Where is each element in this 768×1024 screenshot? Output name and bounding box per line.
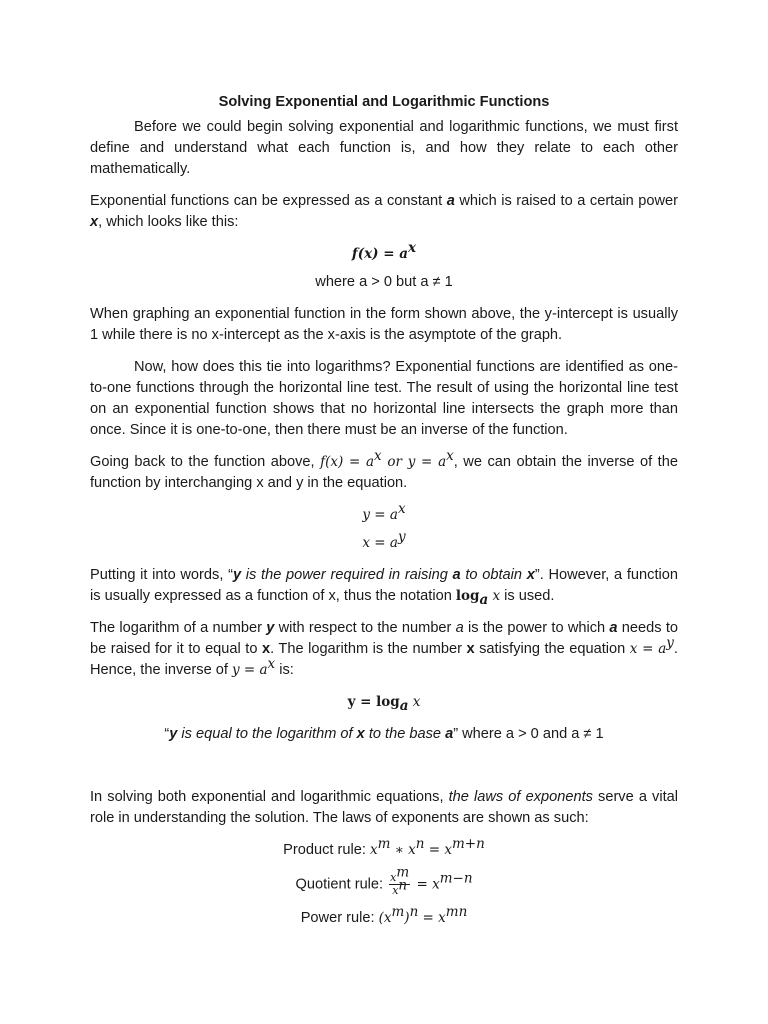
paragraph-graphing: When graphing an exponential function in the form shown above, the y-intercept is usually 1 while there is no x-intercept as the x-axis is the asymptote of the graph. (90, 306, 678, 343)
quotient-fraction: $\frac{x^m}{x^n}$ (390, 864, 410, 897)
paragraph-intro: Before we could begin solving exponential and logarithmic functions, we must first define and understand what each function is, and how they relate to each other mathematically. (90, 119, 678, 177)
document-body (90, 92, 678, 929)
rule-quotient: Quotient rule: $\frac{x^m}{x^n}$ = $x^{m-n}$ (295, 864, 473, 897)
equation-log: $y = \log_a x$ (347, 694, 421, 714)
rule-product: Product rule: $x^m$ ∗ $x^n = x^{m+n}$ (283, 836, 485, 858)
quote-log-definition: “y is equal to the logarithm of x to the base a” where a > 0 and a ≠ 1 (164, 726, 604, 742)
paragraph-inverse: Going back to the function above, $f(x) = a^x$ or $y = a^x$, we can obtain the inverse of the function by interchanging x and y in the equation. (90, 448, 678, 491)
equation-exponential: $f(x) = a^x$ (351, 240, 417, 262)
page-title: Solving Exponential and Logarithmic Functions (218, 94, 550, 110)
paragraph-logarithm-definition: The logarithm of a number y with respect to the number a is the power to which a needs to be raised for it to equal to x. The logarithm is the number x satisfying the equation $x = a^y$. Hence, the inverse of $y = a^x$ is: (90, 620, 678, 678)
paragraph-logarithm-link: Now, how does this tie into logarithms? Exponential functions are identified as one-to-one functions through the horizontal line test. The result of using the horizontal line test on an exponential function shows that no horizontal line intersects the graph more than once. Since it is one-to-one, then there must be an inverse of the function. (90, 359, 678, 438)
equation-y-equals-a-x: $y = a^x$ (362, 501, 406, 523)
equation-x-equals-a-y: $x = a^y$ (362, 529, 406, 551)
rule-power: Power rule: $(x^m)^n = x^{mn}$ (300, 904, 468, 926)
condition-line: where a > 0 but a ≠ 1 (315, 274, 453, 290)
paragraph-laws-of-exponents: In solving both exponential and logarithmic equations, the laws of exponents serve a vital role in understanding the solution. The laws of exponents are shown as such: (90, 789, 678, 826)
paragraph-exponential-definition: Exponential functions can be expressed as a constant a which is raised to a certain power x, which looks like this: (90, 193, 678, 230)
paragraph-in-words: Putting it into words, “y is the power required in raising a to obtain x”. However, a function is usually expressed as a function of x, thus the notation $\log_a x$ is used. (90, 567, 678, 608)
